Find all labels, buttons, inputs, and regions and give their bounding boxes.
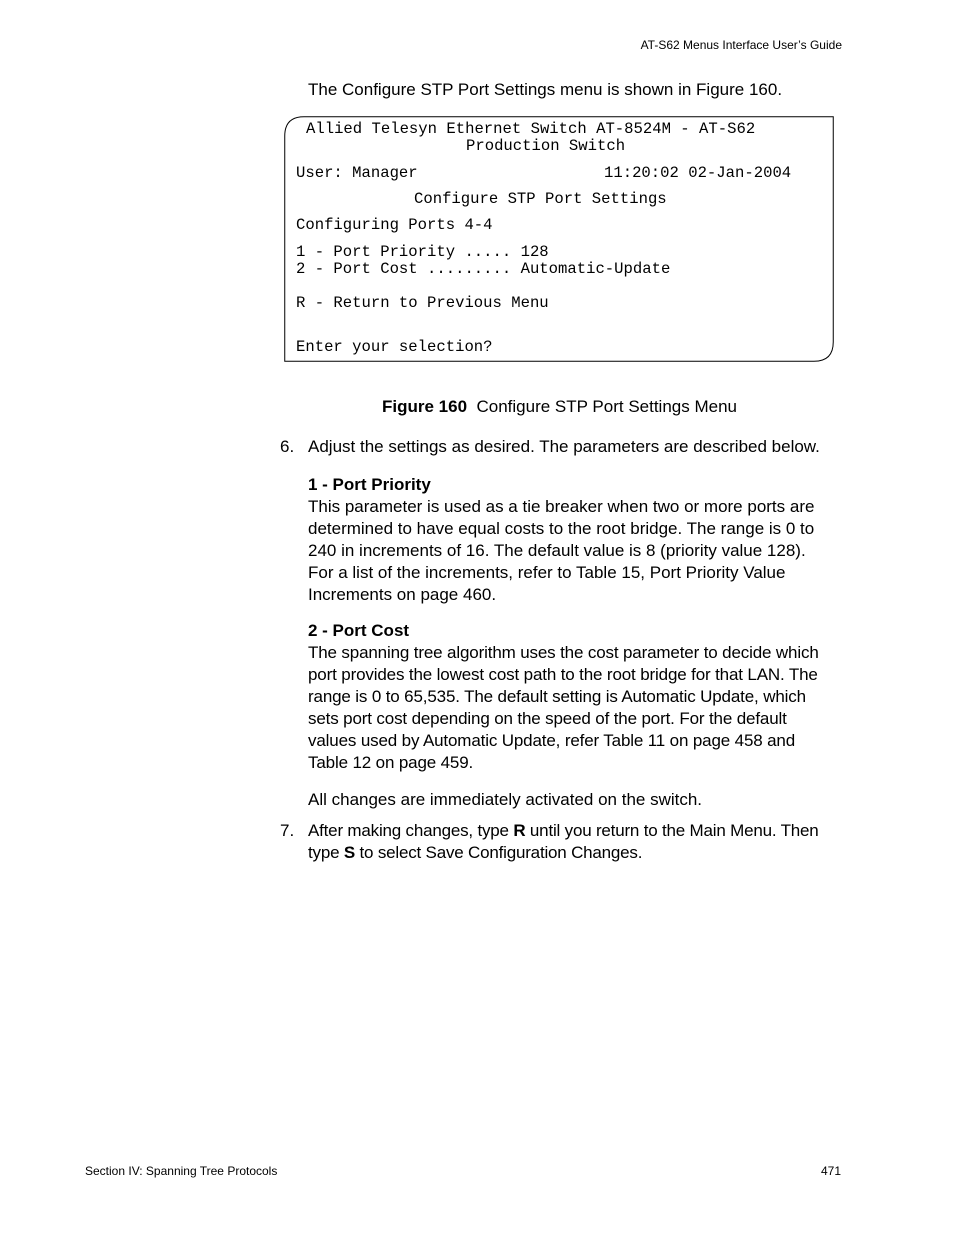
terminal-option-port-cost: 2 - Port Cost ......... Automatic-Update xyxy=(296,260,671,278)
terminal-datetime: 11:20:02 02-Jan-2004 xyxy=(604,164,792,182)
terminal-line-2: Production Switch xyxy=(466,137,626,155)
terminal-configuring: Configuring Ports 4-4 xyxy=(296,216,493,234)
terminal-option-return: R - Return to Previous Menu xyxy=(296,294,549,312)
param-body: This parameter is used as a tie breaker when two or more ports are determined to have equal costs to the root bridge. The range is 0 to 240 in increments of 16. The default value is 8 (priority value 128). For a list of the increments, refer to Table 15, Port Priority Value Increments on page 460. xyxy=(308,497,815,604)
param-port-cost xyxy=(308,620,828,774)
activation-note: All changes are immediately activated on the switch. xyxy=(308,790,703,809)
step-text-part: until you return to the Main Menu. Then type xyxy=(308,821,819,862)
running-header: AT-S62 Menus Interface User’s Guide xyxy=(640,38,842,52)
param-heading: 2 - Port Cost xyxy=(308,621,410,640)
param-body: The spanning tree algorithm uses the cost parameter to decide which port provides the lowest cost path to the root bridge for that LAN. The range is 0 to 65,535. The default setting is Automatic Update, which sets port cost depending on the speed of the port. For the default values used by Automatic Update, refer Table 11 on page 458 and Table 12 on page 459. xyxy=(308,643,819,772)
terminal-user: User: Manager xyxy=(296,164,418,182)
step-number: 6. xyxy=(280,437,295,456)
figure-title: Configure STP Port Settings Menu xyxy=(476,397,737,416)
step-text xyxy=(308,820,848,864)
footer-section: Section IV: Spanning Tree Protocols xyxy=(85,1164,278,1178)
step-text: Adjust the settings as desired. The parameters are described below. xyxy=(308,437,820,456)
key-s: S xyxy=(343,843,355,862)
param-heading: 1 - Port Priority xyxy=(308,475,431,494)
terminal-prompt: Enter your selection? xyxy=(296,338,493,356)
step-text-part: to select Save Configuration Changes. xyxy=(355,843,643,862)
page-number: 471 xyxy=(820,1164,841,1178)
key-r: R xyxy=(513,821,526,840)
terminal-line-1: Allied Telesyn Ethernet Switch AT-8524M - AT-S62 xyxy=(306,120,756,138)
terminal-option-port-priority: 1 - Port Priority ..... 128 xyxy=(296,243,549,261)
terminal-menu-title: Configure STP Port Settings xyxy=(414,190,667,208)
figure-label: Figure 160 xyxy=(382,397,468,416)
terminal-screen-figure xyxy=(284,116,834,362)
intro-paragraph: The Configure STP Port Settings menu is shown in Figure 160. xyxy=(308,80,783,99)
step-text-part: After making changes, type xyxy=(308,821,514,840)
figure-caption xyxy=(382,396,737,418)
step-number: 7. xyxy=(280,821,295,840)
param-port-priority xyxy=(308,474,828,606)
